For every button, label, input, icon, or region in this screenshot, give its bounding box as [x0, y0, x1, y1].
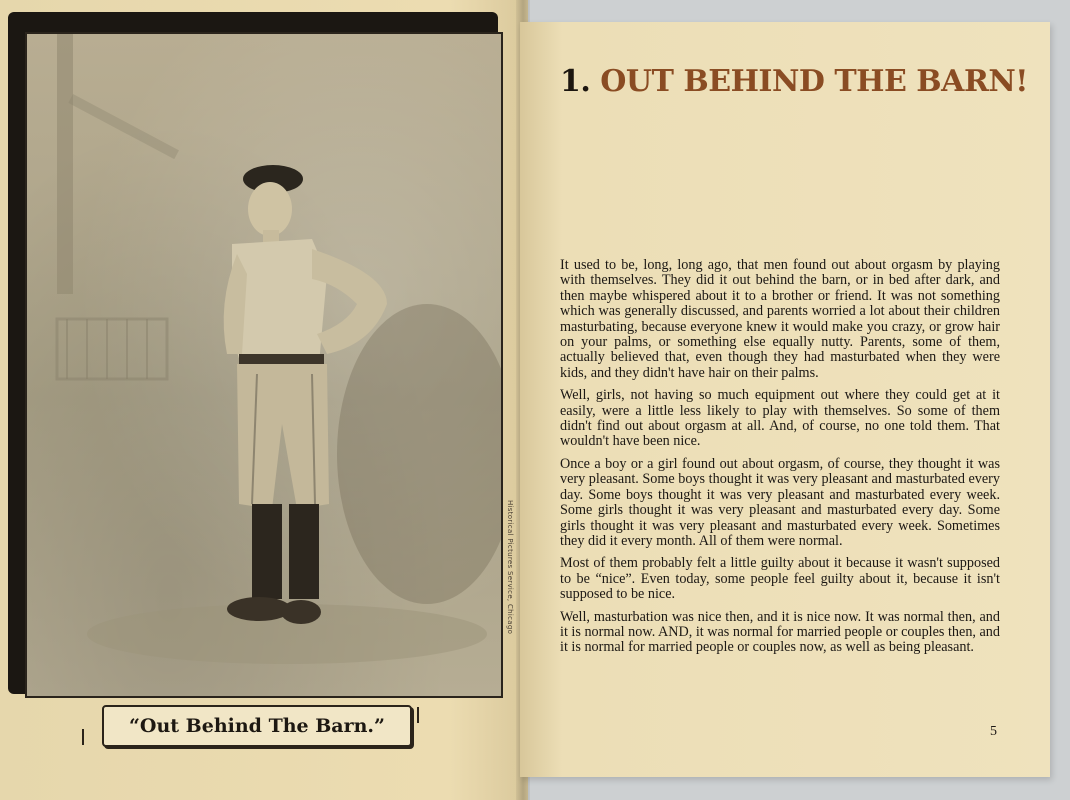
chapter-body — [560, 258, 1000, 663]
chapter-heading — [560, 64, 1030, 112]
chapter-title: OUT BEHIND THE BARN! — [600, 64, 1028, 99]
paragraph: Once a boy or a girl found out about orgasm, of course, they thought it was very pleasant. Some boys thought it was very pleasant and masturbated every day. Some boys thought it was very pleasant and masturbated every week. Some girls thought it was very pleasant and masturbated every day. Some girls thought it was very pleasant and masturbated every week. Sometimes they did it every month. All of them were normal. — [560, 455, 1000, 549]
photo-credit: Historical Pictures Service, Chicago — [506, 500, 514, 635]
photo-caption: “Out Behind The Barn.” — [129, 715, 385, 737]
photo-frame — [8, 12, 498, 694]
paragraph: It used to be, long, long ago, that men found out about orgasm by playing with themselves. They did it out behind the barn, or in bed after dark, and then maybe whispered about it to a brother or friend. It was not something which was generally discussed, and parents worried a lot about their children masturbating, because everyone knew it would make you crazy, or grow hair on your palms, or something else equally nutty. Parents, some of them, actually believed that, even though they had masturbated when they were kids, and they didn't have hair on their palms. — [560, 257, 1000, 381]
paragraph: Most of them probably felt a little guilty about it because it wasn't supposed to be “nice”. Even today, some people feel guilty about it, because it isn't supposed to be nice. — [560, 555, 1000, 603]
caption-banner — [80, 703, 425, 751]
caption-bracket-left — [82, 729, 84, 745]
page-number: 5 — [990, 724, 997, 739]
chapter-number: 1. — [560, 64, 591, 99]
caption-bracket-right — [417, 707, 419, 723]
caption-box — [102, 705, 412, 747]
boy-illustration — [27, 34, 501, 696]
paragraph: Well, girls, not having so much equipment out where they could get at it easily, were a little less likely to play with themselves. So some of them didn't find out about orgasm at all. And, of course, no one told them. That wouldn't have been nice. — [560, 387, 1000, 450]
paragraph: Well, masturbation was nice then, and it is nice now. It was normal then, and it is normal now. AND, it was normal for married people or couples then, and it is normal for married people or couples now, as well as being pleasant. — [560, 608, 1000, 656]
vintage-photo-boy — [25, 32, 503, 698]
left-page — [0, 0, 528, 800]
right-page — [520, 22, 1050, 777]
